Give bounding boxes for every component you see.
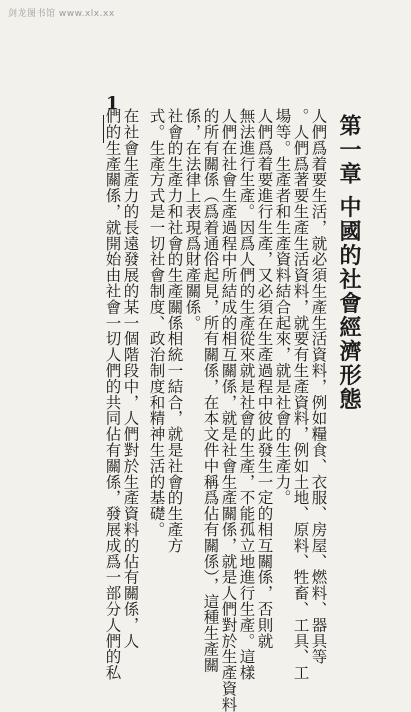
chapter-title: 第一章 中國的社會經濟形態 (336, 114, 362, 412)
site-watermark: 剑龙图书馆 www.xlx.xx (8, 9, 115, 19)
text-column: 人們在社會生產過程中所結成的相互關係，就是社會生產關係，就是人們對於生產資料 (219, 108, 238, 712)
text-column: 的所有關係（爲着通俗起見，所有關係，在本文件中稱爲佔有關係），這種生產關 (201, 108, 220, 673)
text-column: 。人們爲著要生產生活資料，就要有生產資料，例如土地、原料、牲畜、工具、工 (291, 108, 310, 681)
text-column: 們的生產關係，就開始由社會一切人們的共同佔有關係，發展成爲一部分人們的私 (103, 108, 122, 681)
text-column: 人們爲着要生活，就必須生產生活資料，例如糧食、衣服、房屋、燃料、器具等 (309, 108, 328, 665)
text-column: 無法進行生產。因爲人們的生產從來就是社會的生產，不能孤立地進行生產。這樣 (237, 108, 256, 681)
text-column: 場等。生產者和生產資料結合起來，就是社會的生產力。 (273, 108, 292, 506)
book-page (86, 93, 376, 712)
text-column: 在社會生產力的長遠發展的某一個階段中，人們對於生產資料的佔有關係，人 (121, 108, 140, 649)
page-number-rule (103, 115, 104, 143)
text-column: 式。生產方式是一切社會制度、政治制度和精神生活的基礎。 (147, 108, 166, 538)
page-number: 1 (106, 93, 119, 114)
text-column: 社會的生產力和社會的生產關係相統一結合，就是社會的生產方 (165, 108, 184, 554)
text-column: 係，在法律上表現爲財產關係。 (183, 108, 202, 331)
text-column: 人們爲着要進行生產，又必須在生產過程中彼此發生一定的相互關係，否則就 (255, 108, 274, 649)
